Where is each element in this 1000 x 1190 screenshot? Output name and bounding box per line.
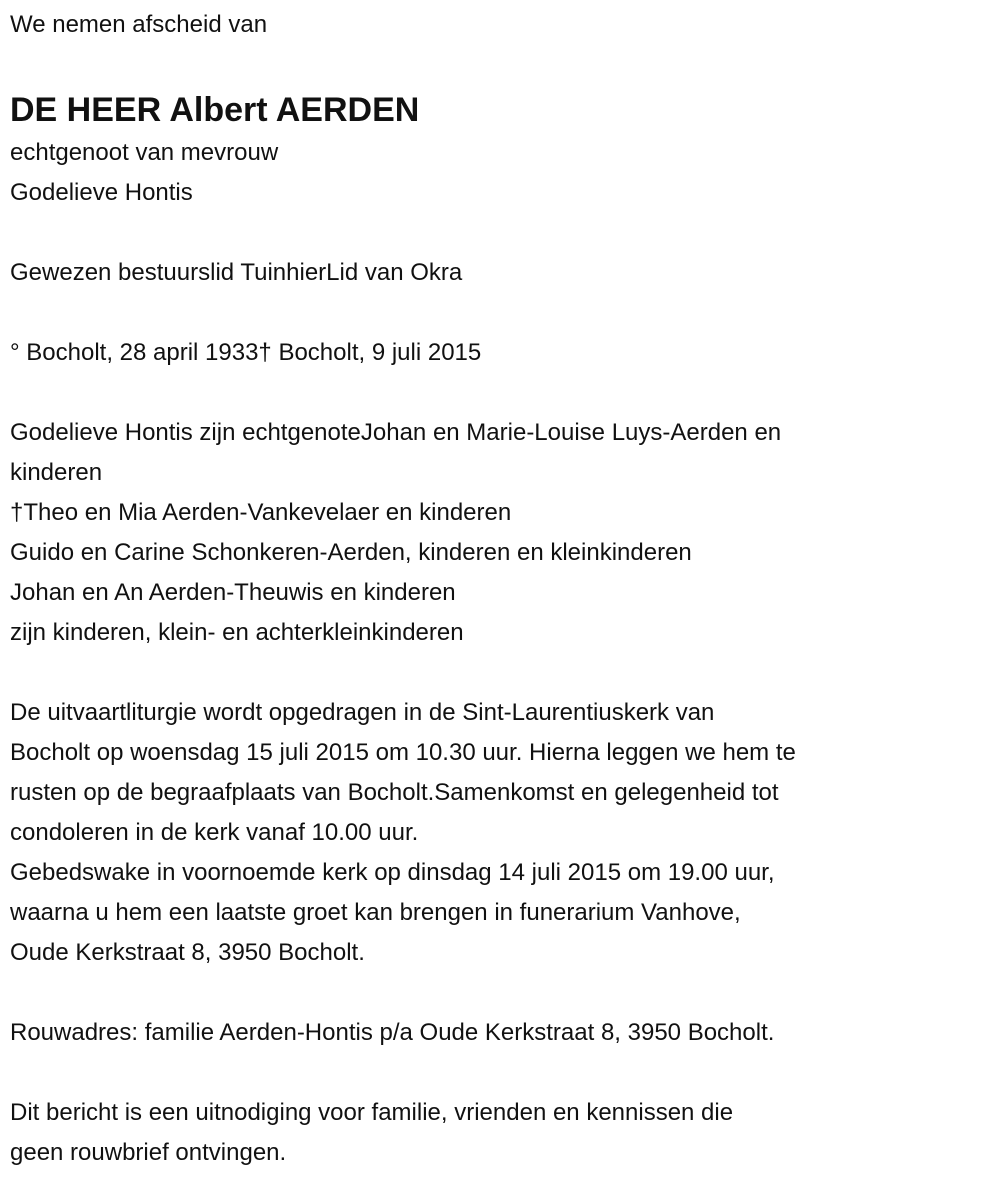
closing-section [10, 1093, 1000, 1173]
funeral-line: Gebedswake in voornoemde kerk op dinsdag 14 juli 2015 om 19.00 uur, [10, 859, 775, 886]
funeral-section [10, 693, 1000, 973]
family-line: †Theo en Mia Aerden-Vankevelaer en kinderen [10, 499, 512, 526]
funeral-line: Oude Kerkstraat 8, 3950 Bocholt. [10, 939, 365, 966]
family-section [10, 413, 1000, 653]
functions-text: Gewezen bestuurslid TuinhierLid van Okra [10, 259, 463, 286]
spouse-line: echtgenoot van mevrouw [10, 139, 279, 166]
funeral-line: rusten op de begraafplaats van Bocholt.Samenkomst en gelegenheid tot [10, 779, 779, 806]
closing-line: Dit bericht is een uitnodiging voor familie, vrienden en kennissen die [10, 1099, 734, 1126]
family-line: Johan en An Aerden-Theuwis en kinderen [10, 579, 456, 606]
family-line: Guido en Carine Schonkeren-Aerden, kinderen en kleinkinderen [10, 539, 692, 566]
family-line: kinderen [10, 459, 103, 486]
family-line: Godelieve Hontis zijn echtgenoteJohan en Marie-Louise Luys-Aerden en [10, 419, 782, 446]
funeral-line: Bocholt op woensdag 15 juli 2015 om 10.30 uur. Hierna leggen we hem te [10, 739, 796, 766]
spouse-name: Godelieve Hontis [10, 179, 193, 206]
funeral-line: condoleren in de kerk vanaf 10.00 uur. [10, 819, 419, 846]
intro-text: We nemen afscheid van [10, 11, 268, 38]
mourning-address: Rouwadres: familie Aerden-Hontis p/a Oude Kerkstraat 8, 3950 Bocholt. [10, 1019, 775, 1046]
funeral-line: waarna u hem een laatste groet kan brengen in funerarium Vanhove, [10, 899, 741, 926]
deceased-name: DE HEER Albert AERDEN [10, 91, 420, 129]
family-line: zijn kinderen, klein- en achterkleinkinderen [10, 619, 464, 646]
funeral-line: De uitvaartliturgie wordt opgedragen in de Sint-Laurentiuskerk van [10, 699, 715, 726]
closing-line: geen rouwbrief ontvingen. [10, 1139, 287, 1166]
dates-text: ° Bocholt, 28 april 1933† Bocholt, 9 juli 2015 [10, 339, 482, 366]
